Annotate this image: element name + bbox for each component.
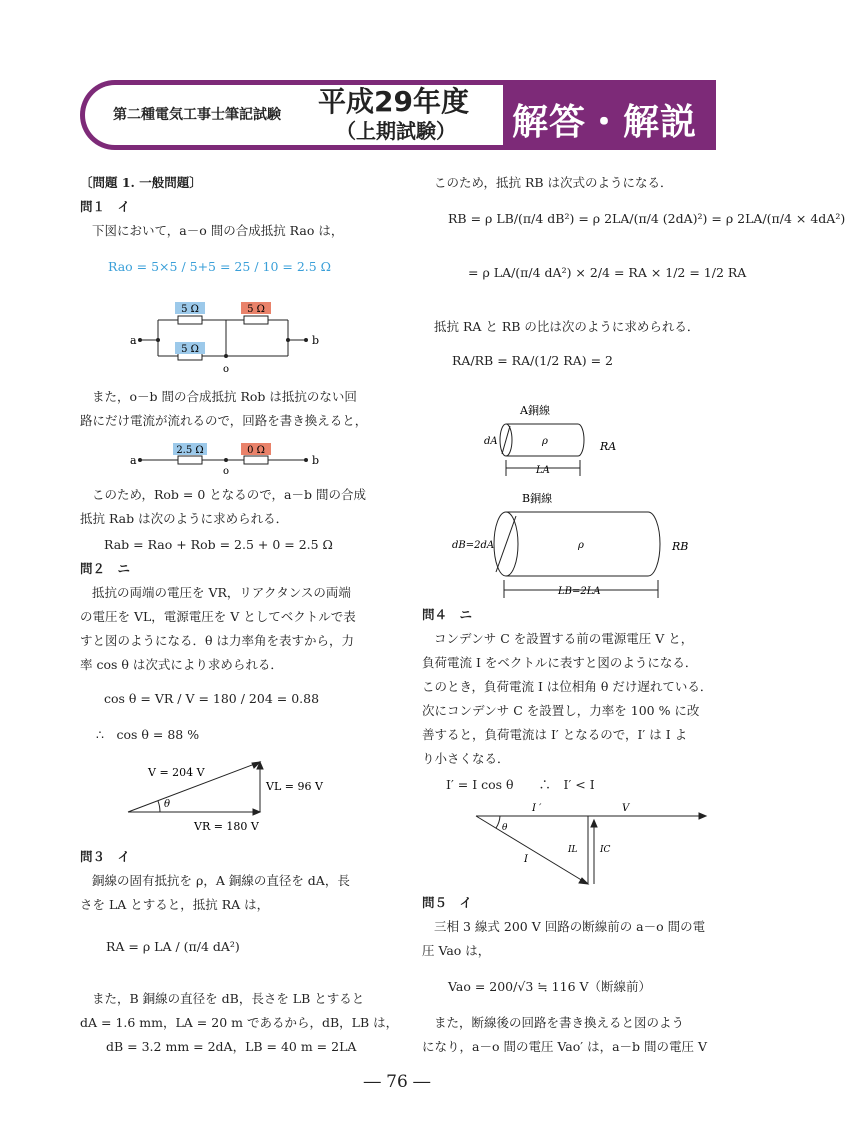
r-formula1: RB = ρ LB/(π/4 dB²) = ρ 2LA/(π/4 (2dA)²) = ρ 2LA/(π/4 × 4dA²): [448, 211, 845, 226]
q4-line3: このとき，負荷電流 I は位相角 θ だけ遅れている．: [422, 679, 713, 694]
wire-b-r: RB: [672, 540, 689, 553]
q3-line5: dB = 3.2 mm = 2dA，LB = 40 m = 2LA: [106, 1039, 357, 1054]
q4-line2: 負荷電流 I をベクトルに表すと図のようになる．: [422, 655, 698, 670]
wire-a-rho: ρ: [542, 436, 548, 447]
wire-a-title: A銅線: [520, 404, 550, 417]
q4-heading: 問４ ニ: [422, 607, 473, 622]
node-a-2: a: [130, 454, 137, 467]
circuit-diagram-1: [120, 296, 330, 378]
q1-r2-label: 5 Ω: [247, 304, 265, 315]
q4-i-label: I: [524, 854, 528, 865]
q4-iprime-label: I ′: [532, 803, 542, 814]
q4-line1: コンデンサ C を設置する前の電源電圧 V と，: [434, 631, 694, 646]
q5-line1: 三相 3 線式 200 V 回路の断線前の a－o 間の電: [434, 919, 706, 934]
q3-heading: 問３ イ: [80, 849, 131, 864]
node-b: b: [312, 334, 320, 347]
q5-line4: になり，a－o 間の電圧 Vao′ は，a－b 間の電圧 V: [422, 1039, 708, 1054]
q1-text3b: 抵抗 Rab は次のように求められる．: [80, 511, 289, 526]
vl-label: VL = 96 V: [266, 780, 323, 793]
q2-line4: 率 cos θ は次式により求められる．: [80, 657, 283, 672]
node-a: a: [130, 334, 137, 347]
q2-line1: 抵抗の両端の電圧を VR，リアクタンスの両端: [92, 585, 351, 600]
q4-v-label: V: [622, 803, 630, 814]
vr-label: VR = 180 V: [194, 820, 259, 833]
v-label: V = 204 V: [148, 766, 205, 779]
exam-name: 第二種電気工事士筆記試験: [113, 107, 281, 123]
q2-heading: 問２ ニ: [80, 561, 131, 576]
q1-fig2-r1-label: 2.5 Ω: [176, 445, 204, 456]
q4-vector-diagram: [470, 800, 710, 890]
q3-formula: RA = ρ LA / (π/4 dA²): [106, 939, 240, 954]
wire-a-diagram: [470, 400, 650, 484]
wire-a-l: LA: [536, 465, 550, 476]
q2-vector-diagram: [120, 756, 340, 838]
q5-formula: Vao = 200/√3 ≒ 116 V（断線前）: [448, 979, 652, 994]
q5-line3: また，断線後の回路を書き換えると図のよう: [434, 1015, 685, 1030]
q4-formula: I′ = I cos θ ∴ I′ < I: [446, 777, 595, 792]
q3-line3: また，B 銅線の直径を dB，長さを LB とすると: [92, 991, 365, 1006]
exam-term: （上期試験）: [336, 119, 456, 143]
q4-theta: θ: [502, 823, 508, 833]
q1-intro: 下図において，a－o 間の合成抵抗 Rao は，: [92, 223, 344, 238]
r-line1: このため，抵抗 RB は次式のようになる．: [434, 175, 673, 190]
r-formula3: RA/RB = RA/(1/2 RA) = 2: [452, 353, 613, 368]
q1-heading: 問１ イ: [80, 199, 131, 214]
node-o-2: o: [223, 466, 230, 477]
category-heading: 〔問題 1. 一般問題〕: [80, 175, 202, 190]
q5-heading: 問５ イ: [422, 895, 473, 910]
page-number: ― 76 ―: [363, 1072, 431, 1092]
wire-b-title: B銅線: [522, 492, 553, 505]
q1-text2b: 路にだけ電流が流れるので，回路を書き換えると，: [80, 413, 368, 428]
q1-text3a: このため，Rob = 0 となるので，a－b 間の合成: [92, 487, 366, 502]
wire-a-r: RA: [600, 440, 617, 453]
q1-text2a: また，o－b 間の合成抵抗 Rob は抵抗のない回: [92, 389, 357, 404]
wire-b-diagram: [450, 488, 700, 604]
q1-formula: Rao = 5×5 / 5+5 = 25 / 10 = 2.5 Ω: [108, 259, 332, 274]
node-o: o: [223, 364, 230, 375]
wire-b-d: dB=2dA: [452, 540, 495, 551]
q5-line2: 圧 Vao は，: [422, 943, 491, 958]
r-line2: 抵抗 RA と RB の比は次のように求められる．: [434, 319, 700, 334]
q2-therefore: ∴ cos θ = 88 %: [96, 727, 200, 742]
q4-line4: 次にコンデンサ C を設置し，力率を 100 % に改: [422, 703, 700, 718]
q3-line1: 銅線の固有抵抗を ρ，A 銅線の直径を dA，長: [92, 873, 350, 888]
q2-line2: の電圧を VL，電源電圧を V としてベクトルで表: [80, 609, 356, 624]
q1-result: Rab = Rao + Rob = 2.5 + 0 = 2.5 Ω: [104, 537, 333, 552]
q3-line4: dA = 1.6 mm，LA = 20 m であるから，dB，LB は，: [80, 1015, 399, 1030]
q1-r1-label: 5 Ω: [181, 304, 199, 315]
section-title: 解答・解説: [512, 102, 698, 143]
q2-line3: すと図のようになる．θ は力率角を表すから，力: [80, 633, 354, 648]
exam-year: 平成29年度: [318, 85, 469, 118]
wire-b-l: LB=2LA: [558, 586, 601, 597]
q1-fig2-r2-label: 0 Ω: [247, 445, 265, 456]
wire-b-rho: ρ: [578, 540, 584, 551]
node-b-2: b: [312, 454, 320, 467]
circuit-diagram-2: [120, 438, 330, 478]
r-formula2: = ρ LA/(π/4 dA²) × 2/4 = RA × 1/2 = 1/2 RA: [468, 265, 747, 280]
q4-line5: 善すると，負荷電流は I′ となるので，I′ は I よ: [422, 727, 688, 742]
q2-formula: cos θ = VR / V = 180 / 204 = 0.88: [104, 691, 320, 706]
q4-ic-label: IC: [600, 845, 611, 855]
q1-r3-label: 5 Ω: [181, 344, 199, 355]
q4-line6: り小さくなる．: [422, 751, 510, 766]
theta-label: θ: [164, 799, 171, 810]
q3-line2: さを LA とすると，抵抗 RA は，: [80, 897, 270, 912]
wire-a-d: dA: [484, 436, 498, 447]
q4-il-label: IL: [568, 845, 578, 855]
